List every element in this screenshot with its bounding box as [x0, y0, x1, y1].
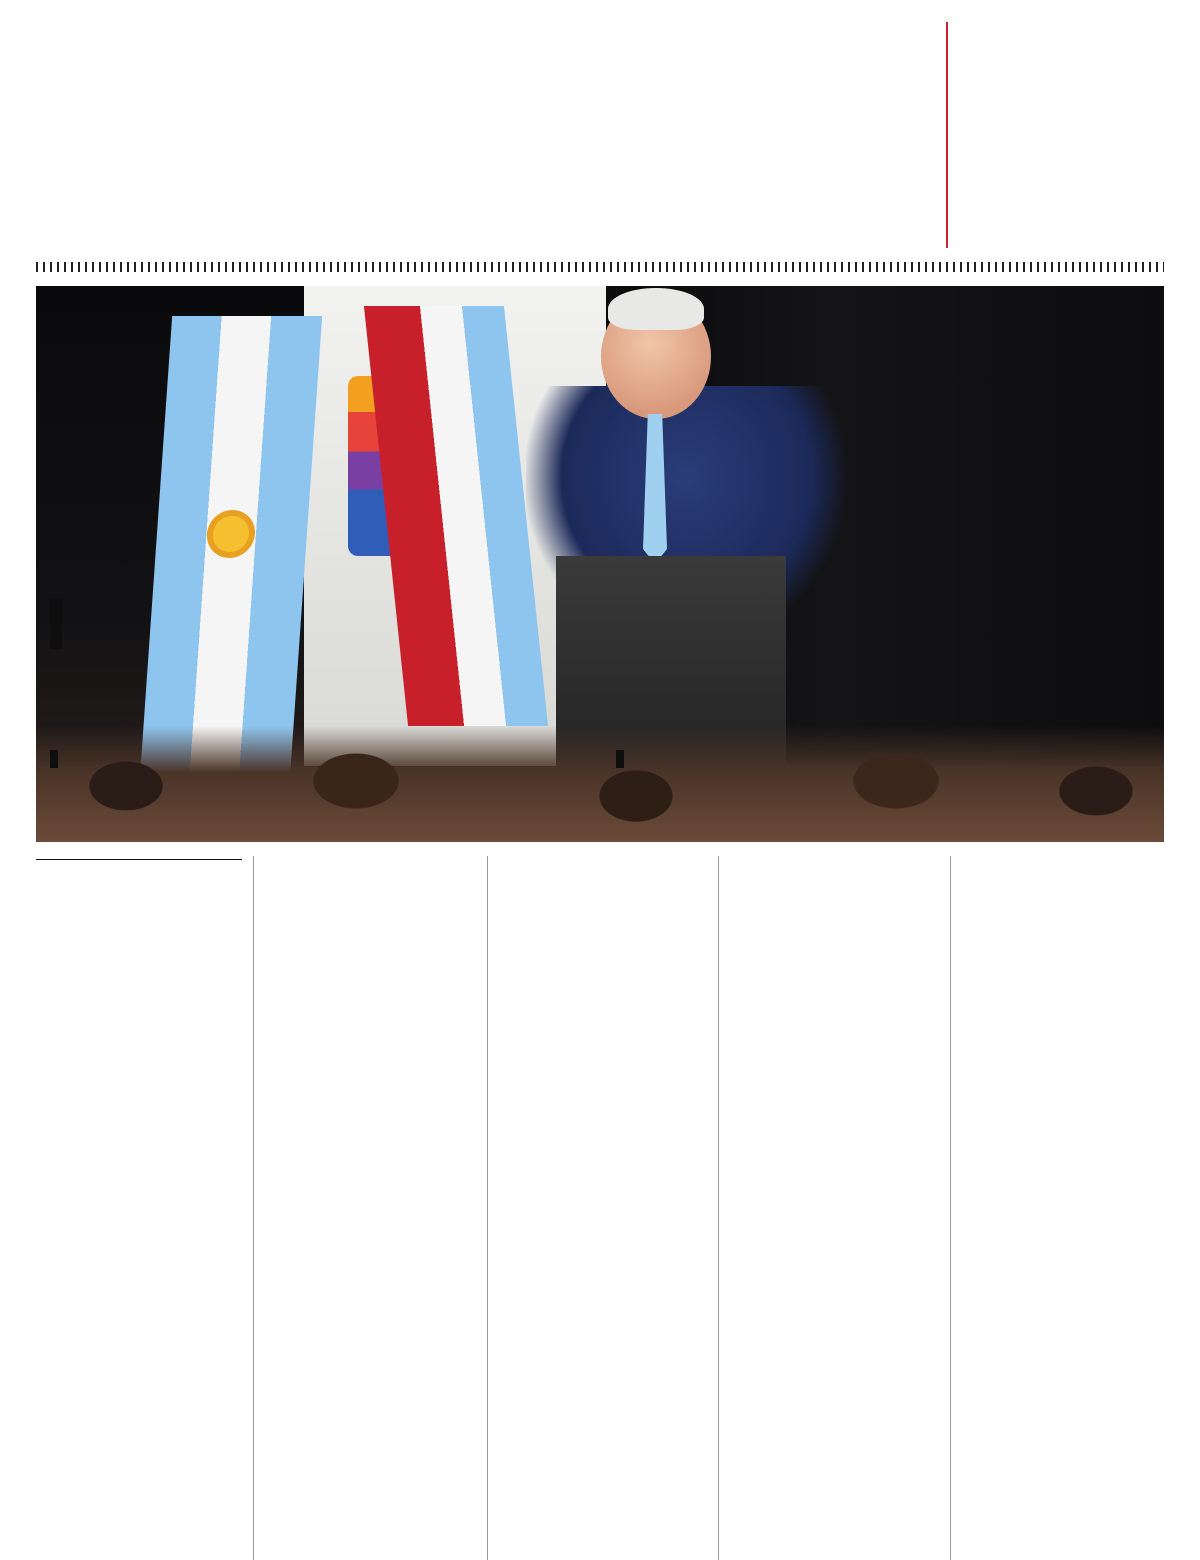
sun-emblem — [201, 506, 261, 562]
article-column-2 — [264, 856, 442, 870]
teaser-fiscal[interactable] — [727, 20, 932, 34]
teaser-divider — [946, 22, 948, 248]
masthead — [36, 28, 646, 248]
column-divider — [487, 856, 488, 1560]
main-headline-text — [50, 599, 62, 649]
audience — [36, 726, 1164, 842]
hero-photo[interactable] — [36, 286, 1164, 842]
article-body — [36, 856, 1164, 1560]
main-headline[interactable] — [50, 598, 1160, 650]
column-divider — [718, 856, 719, 1560]
deck-left — [50, 748, 590, 771]
column-divider — [253, 856, 254, 1560]
deck-right — [616, 748, 1156, 771]
article-column-3 — [496, 856, 710, 870]
deck-right-text — [616, 750, 624, 768]
byline — [36, 856, 242, 860]
masthead-ruler — [36, 262, 1164, 272]
teaser-accident[interactable] — [958, 20, 1173, 34]
column-divider — [950, 856, 951, 1560]
speaker-hair — [608, 288, 704, 330]
article-column-1 — [36, 856, 242, 890]
article-column-4 — [728, 856, 942, 870]
deck-left-text — [50, 750, 58, 768]
